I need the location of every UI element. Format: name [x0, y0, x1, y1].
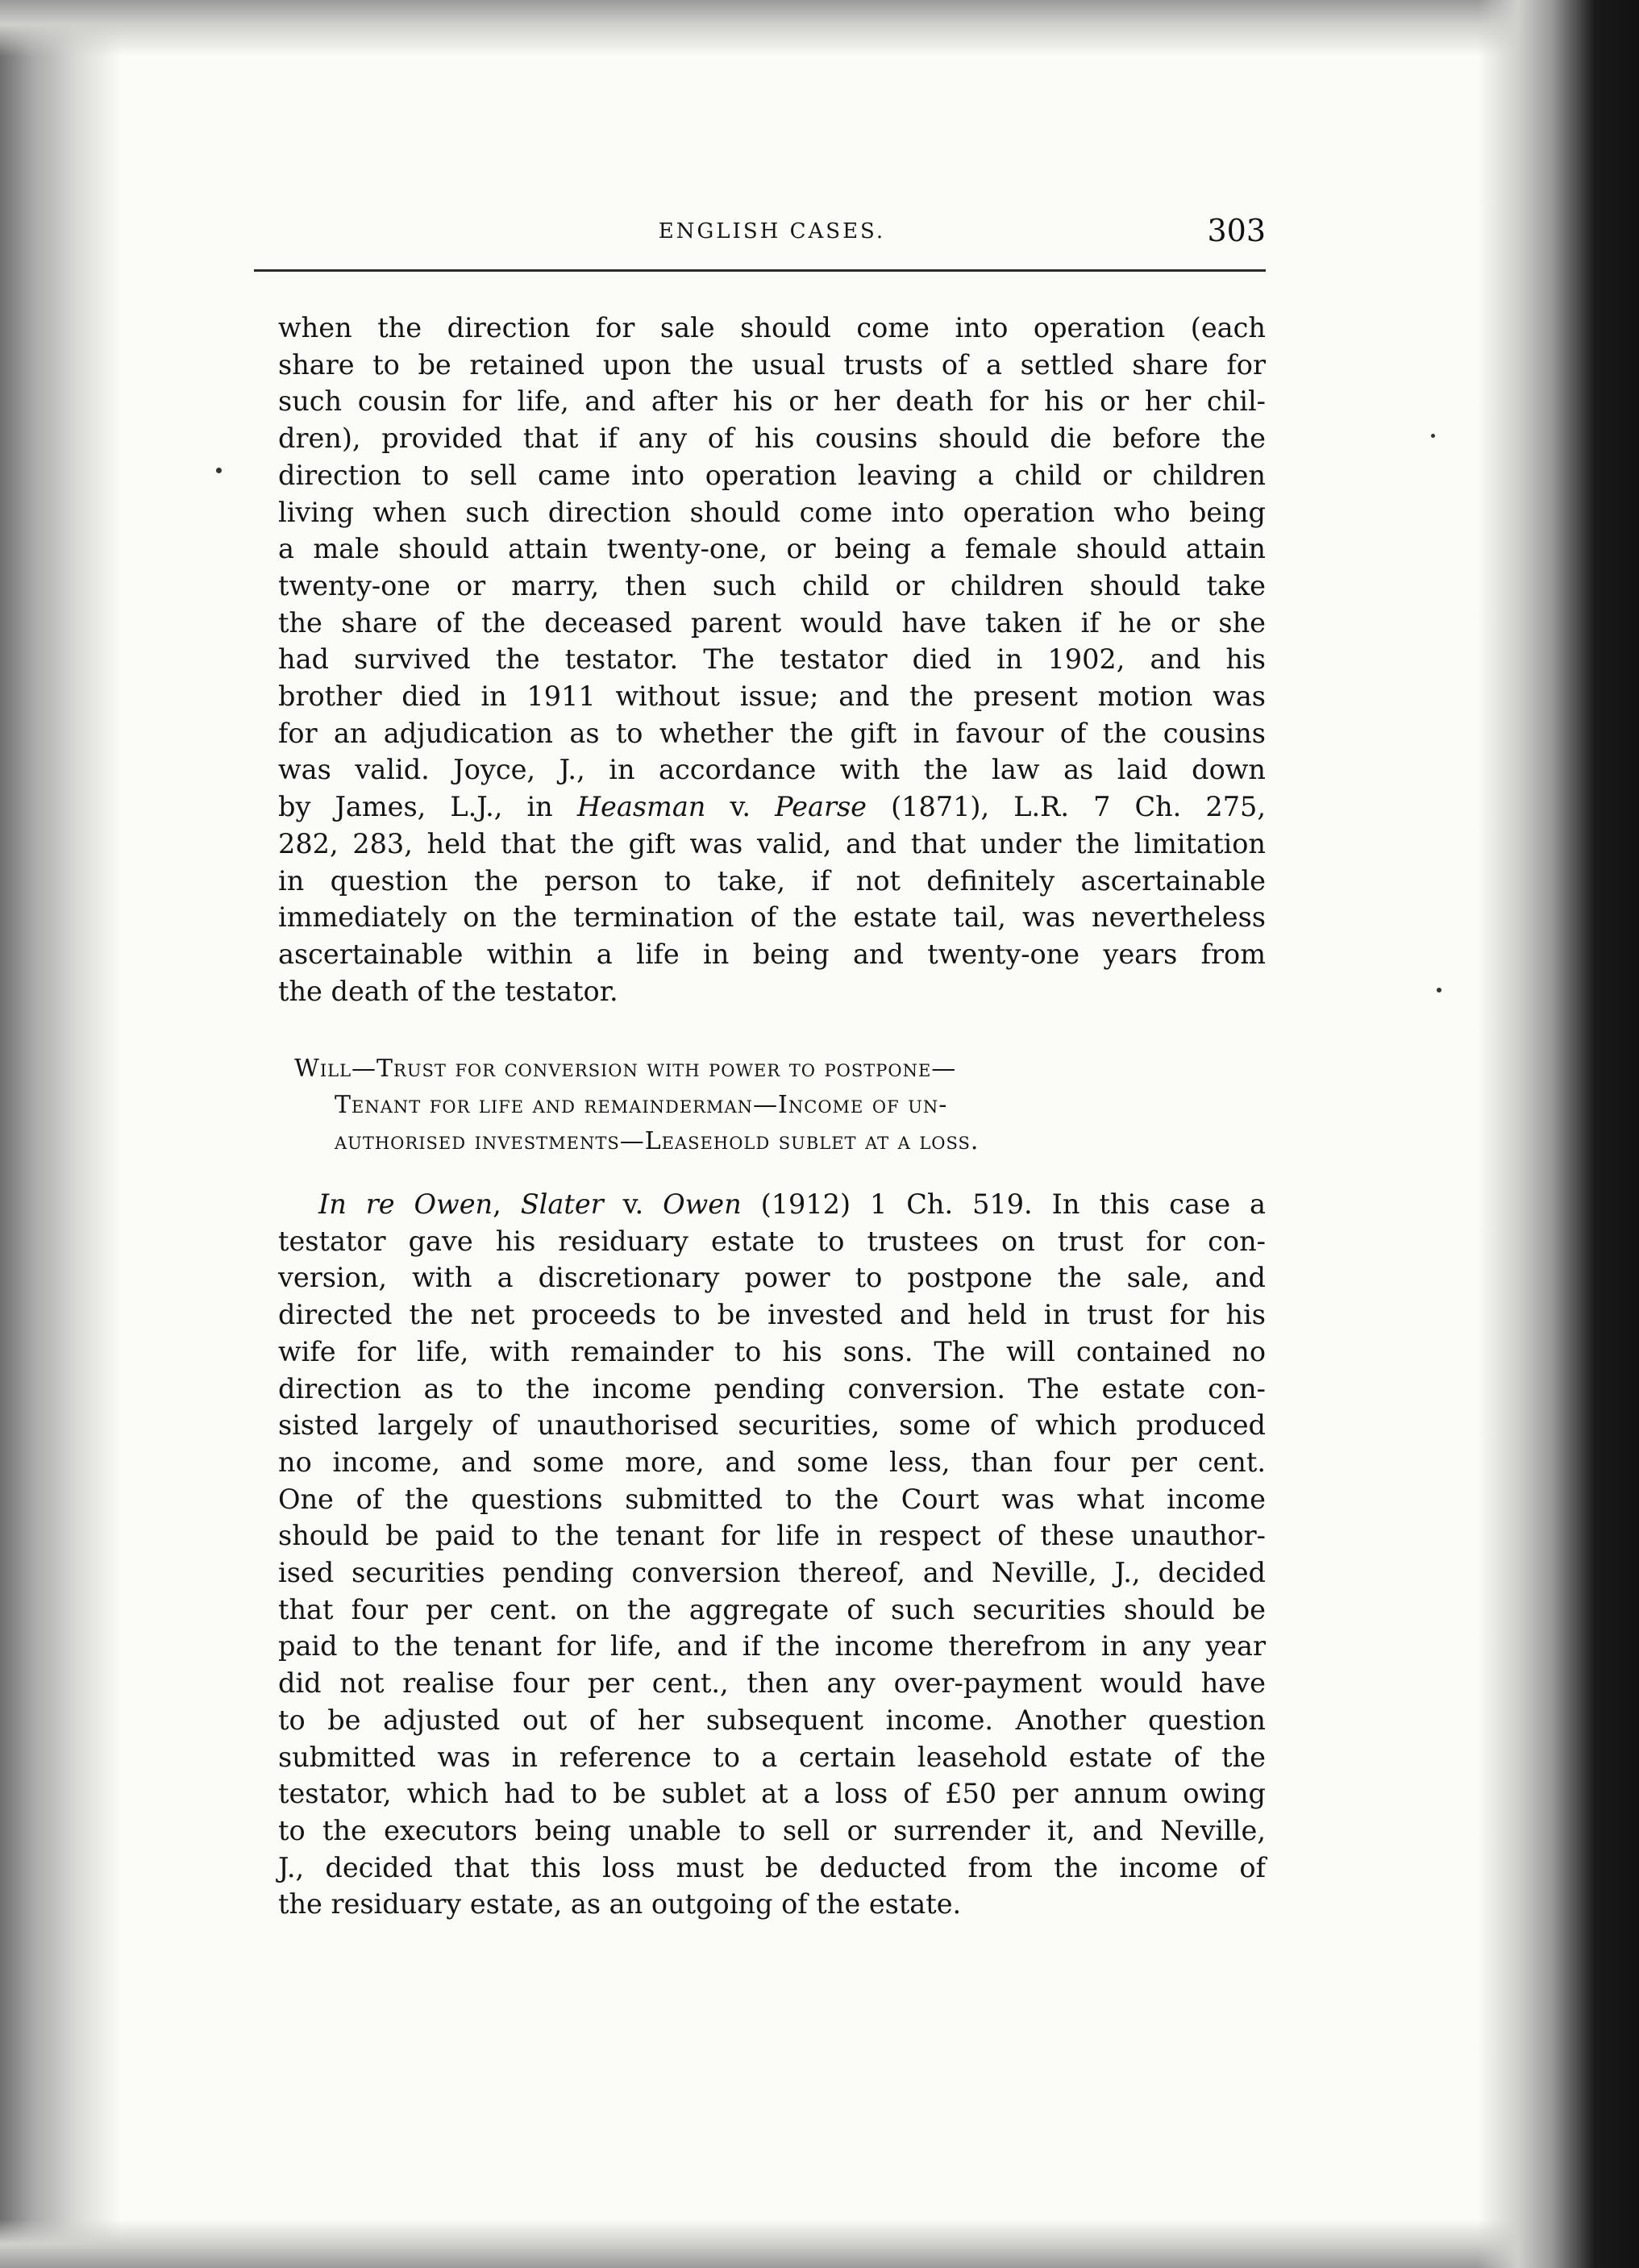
text-line: to be adjusted out of her subsequent income. Another question — [278, 1704, 1266, 1736]
running-head: ENGLISH CASES. — [658, 219, 886, 243]
page-header — [278, 211, 1266, 260]
heading-line: Tenant for life and remainderman—Income of un- — [335, 1091, 948, 1119]
text-run: , — [493, 1188, 521, 1220]
text-line: J., decided that this loss must be deducted from the income of — [278, 1851, 1266, 1883]
text-line: ascertainable within a life in being and twenty-one years from — [278, 938, 1266, 970]
text-line: version, with a discretionary power to postpone the sale, and — [278, 1262, 1266, 1294]
scan-speck — [1431, 434, 1435, 438]
heading-line: Will—Trust for conversion with power to postpone— — [294, 1055, 957, 1083]
text-line: directed the net proceeds to be invested and held in trust for his — [278, 1299, 1266, 1331]
case-name-italic: Slater — [520, 1188, 604, 1220]
text-line: share to be retained upon the usual trusts of a settled share for — [278, 348, 1266, 381]
scan-edge-top — [0, 0, 1639, 56]
text-line: to the executors being unable to sell or surrender it, and Neville, — [278, 1814, 1266, 1846]
case-name-italic: Heasman — [576, 791, 706, 823]
text-run: (1912) 1 Ch. 519. In this case a — [741, 1188, 1266, 1220]
text-line: testator gave his residuary estate to trustees on trust for con- — [278, 1225, 1266, 1257]
text-line: when the direction for sale should come into operation (each — [278, 312, 1266, 343]
text-line-with-citation — [278, 789, 1266, 826]
heading-line: authorised investments—Leasehold sublet at a loss. — [335, 1127, 980, 1155]
text-line: was valid. Joyce, J., in accordance with the law as laid down — [278, 754, 1266, 786]
case-name-italic: Owen — [663, 1188, 742, 1220]
text-line: did not realise four per cent., then any over-payment would have — [278, 1667, 1266, 1700]
text-line: should be paid to the tenant for life in respect of these unauthor- — [278, 1520, 1266, 1552]
scan-edge-bottom — [0, 2220, 1639, 2268]
text-run: (1871), L.R. 7 Ch. 275, — [867, 791, 1266, 823]
text-line: One of the questions submitted to the Court was what income — [278, 1483, 1266, 1515]
text-line: testator, which had to be sublet at a loss of £50 per annum owing — [278, 1778, 1266, 1810]
text-line: twenty-one or marry, then such child or children should take — [278, 569, 1266, 601]
text-run: v. — [705, 791, 776, 823]
text-line: living when such direction should come into operation who being — [278, 496, 1266, 528]
scan-edge-left — [0, 0, 121, 2268]
text-line: such cousin for life, and after his or her death for his or her chil- — [278, 385, 1266, 418]
paragraph-continuation — [278, 310, 1266, 1009]
text-line: the share of the deceased parent would have taken if he or she — [278, 606, 1266, 639]
text-line: that four per cent. on the aggregate of such securities should be — [278, 1593, 1266, 1625]
text-line: brother died in 1911 without issue; and the present motion was — [278, 680, 1266, 713]
text-line: direction as to the income pending conversion. The estate con- — [278, 1372, 1266, 1404]
text-line: direction to sell came into operation leaving a child or children — [278, 459, 1266, 491]
text-line: no income, and some more, and some less, than four per cent. — [278, 1446, 1266, 1478]
text-run: by James, L.J., in — [278, 791, 577, 823]
text-line: had survived the testator. The testator died in 1902, and his — [278, 643, 1266, 676]
header-rule — [254, 269, 1266, 272]
text-line: in question the person to take, if not definitely ascertainable — [278, 864, 1266, 897]
text-line: immediately on the termination of the estate tail, was nevertheless — [278, 901, 1266, 934]
text-run: v. — [603, 1188, 664, 1220]
text-line: dren), provided that if any of his cousins should die before the — [278, 422, 1266, 455]
text-line-with-citation — [278, 1186, 1266, 1223]
scan-speck — [1437, 988, 1441, 993]
case-name-italic: In re Owen — [318, 1188, 493, 1220]
text-line: the death of the testator. — [278, 975, 618, 1007]
text-line: ised securities pending conversion thereof, and Neville, J., decided — [278, 1557, 1266, 1589]
scan-speck — [216, 468, 222, 473]
case-heading — [294, 1051, 1274, 1159]
scan-edge-right — [1478, 0, 1639, 2268]
case-name-italic: Pearse — [775, 791, 867, 823]
text-line: a male should attain twenty-one, or being a female should attain — [278, 533, 1266, 565]
text-line: 282, 283, held that the gift was valid, and that under the limitation — [278, 827, 1266, 859]
text-line: paid to the tenant for life, and if the income therefrom in any year — [278, 1630, 1266, 1663]
page-number: 303 — [1207, 213, 1266, 248]
text-line: for an adjudication as to whether the gift in favour of the cousins — [278, 717, 1266, 749]
text-line: wife for life, with remainder to his sons. The will contained no — [278, 1335, 1266, 1367]
text-line: submitted was in reference to a certain leasehold estate of the — [278, 1741, 1266, 1773]
text-line: sisted largely of unauthorised securities, some of which produced — [278, 1409, 1266, 1442]
case-paragraph — [278, 1186, 1266, 1923]
text-line: the residuary estate, as an outgoing of the estate. — [278, 1888, 962, 1921]
